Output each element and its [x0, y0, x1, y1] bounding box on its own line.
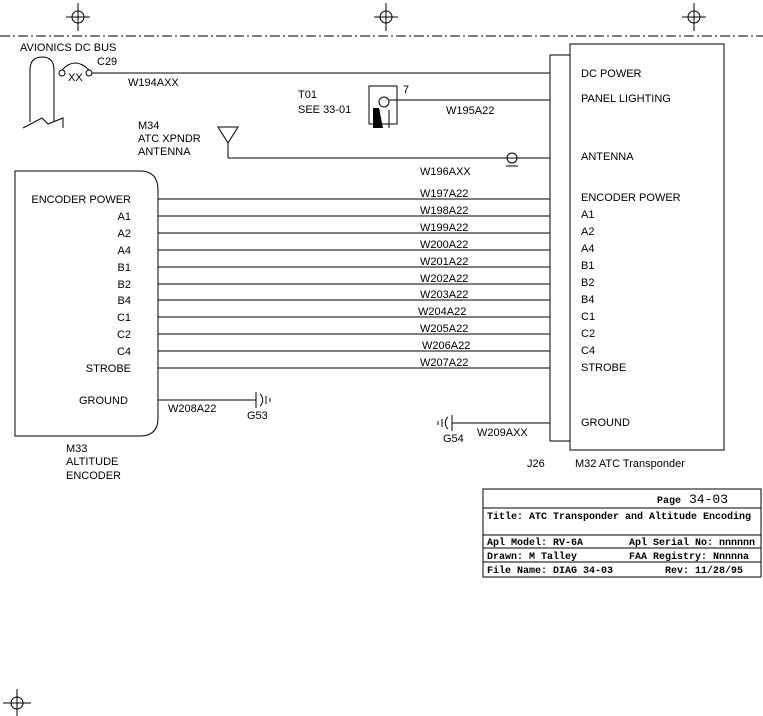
xpdr-pin-label: C1	[581, 311, 596, 323]
title-page-number: 34-03	[689, 492, 729, 507]
xpdr-pin-label: STROBE	[581, 362, 627, 374]
panel-light-connector-icon	[369, 86, 397, 128]
ground-icon	[256, 392, 270, 408]
encoder-pin-label: B2	[117, 279, 131, 291]
encoder-pin-label: B1	[117, 262, 131, 274]
ground-icon	[438, 415, 452, 431]
xpdr-ref: M32 ATC Transponder	[575, 458, 685, 470]
encoder-ground-label: GROUND	[79, 395, 128, 407]
xpdr-pin-panel-lighting: PANEL LIGHTING	[581, 93, 671, 105]
signal-wire-label: W199A22	[420, 222, 469, 234]
antenna-ref: M34	[138, 120, 160, 132]
signal-wire-label: W201A22	[420, 256, 469, 268]
xpdr-pin-antenna: ANTENNA	[581, 151, 634, 163]
xpdr-pin-label: A4	[581, 243, 595, 255]
encoder-pin-label: STROBE	[85, 363, 131, 375]
light-ref: T01	[298, 89, 317, 101]
coax-connector-icon	[506, 153, 518, 166]
signal-wire-label: W200A22	[420, 239, 469, 251]
breaker-ref: C29	[97, 56, 118, 68]
antenna-line1: ATC XPNDR	[138, 133, 201, 145]
bus-label: AVIONICS DC BUS	[20, 42, 117, 54]
wire-label-dc-power: W194AXX	[128, 77, 179, 89]
signal-wire-label: W198A22	[420, 205, 469, 217]
encoder-line1: ALTITUDE	[66, 456, 119, 468]
xpdr-connector-ref: J26	[527, 458, 545, 470]
encoder-pin-label: A1	[117, 211, 131, 223]
title-model: Apl Model: RV-6A	[487, 538, 584, 549]
title-rev: Rev: 11/28/95	[665, 566, 744, 577]
encoder-ground-ref: G53	[247, 410, 268, 422]
xpdr-pin-label: C4	[581, 345, 596, 357]
xpdr-pin-label: A1	[581, 209, 595, 221]
xpdr-pin-label: B1	[581, 260, 595, 272]
signal-wire-label: W207A22	[420, 357, 469, 369]
encoder-ref: M33	[66, 443, 88, 455]
signal-wire-label: W206A22	[422, 340, 471, 352]
signal-wire-label: W202A22	[420, 273, 469, 285]
xpdr-pin-label: B4	[581, 294, 595, 306]
dc-bus-icon	[23, 57, 63, 128]
registration-mark-icon	[682, 3, 706, 31]
wire-label-encoder-ground: W208A22	[168, 403, 217, 415]
title-page-label: Page	[657, 496, 682, 507]
breaker-marks: XX	[68, 72, 83, 84]
registration-mark-icon	[3, 689, 31, 716]
xpdr-ground-label: GROUND	[581, 417, 630, 429]
xpdr-ground-ref: G54	[443, 433, 464, 445]
signal-wire-label: W205A22	[420, 323, 469, 335]
encoder-signal-wires	[158, 188, 550, 369]
xpdr-pin-dc-power: DC POWER	[581, 68, 642, 80]
registration-mark-icon	[66, 3, 90, 31]
wire-label-panel-lighting: W195A22	[446, 105, 495, 117]
xpdr-pin-label: C2	[581, 328, 596, 340]
title-text: Title: ATC Transponder and Altitude Encoding	[487, 512, 752, 523]
encoder-line2: ENCODER	[66, 470, 122, 482]
wire-label-xpdr-ground: W209AXX	[477, 427, 528, 439]
antenna-line2: ANTENNA	[138, 146, 191, 158]
antenna-icon	[218, 127, 238, 158]
transponder-pin-list	[581, 192, 681, 374]
encoder-pin-list	[31, 194, 131, 375]
encoder-pin-label: A2	[117, 228, 131, 240]
registration-mark-icon	[374, 3, 398, 31]
title-registry: FAA Registry: Nnnnna	[629, 552, 750, 563]
encoder-pin-label: C2	[116, 329, 131, 341]
signal-wire-label: W204A22	[418, 306, 467, 318]
xpdr-pin-label: A2	[581, 226, 595, 238]
encoder-pin-label: B4	[117, 295, 131, 307]
title-file: File Name: DIAG 34-03	[487, 566, 614, 577]
light-see: SEE 33-01	[298, 104, 352, 116]
wire-label-antenna: W196AXX	[420, 166, 471, 178]
signal-wire-label: W203A22	[420, 289, 469, 301]
encoder-pin-label: C1	[116, 312, 131, 324]
light-pin: 7	[403, 84, 410, 96]
xpdr-pin-label: B2	[581, 277, 595, 289]
transponder-connector	[550, 55, 570, 441]
encoder-pin-label: A4	[117, 245, 131, 257]
signal-wire-label: W197A22	[420, 188, 469, 200]
title-serial: Apl Serial No: nnnnnn	[629, 538, 756, 549]
title-drawn: Drawn: M Talley	[487, 552, 578, 563]
encoder-pin-label: C4	[116, 346, 131, 358]
encoder-pin-label: ENCODER POWER	[31, 194, 131, 206]
xpdr-pin-label: ENCODER POWER	[581, 192, 681, 204]
